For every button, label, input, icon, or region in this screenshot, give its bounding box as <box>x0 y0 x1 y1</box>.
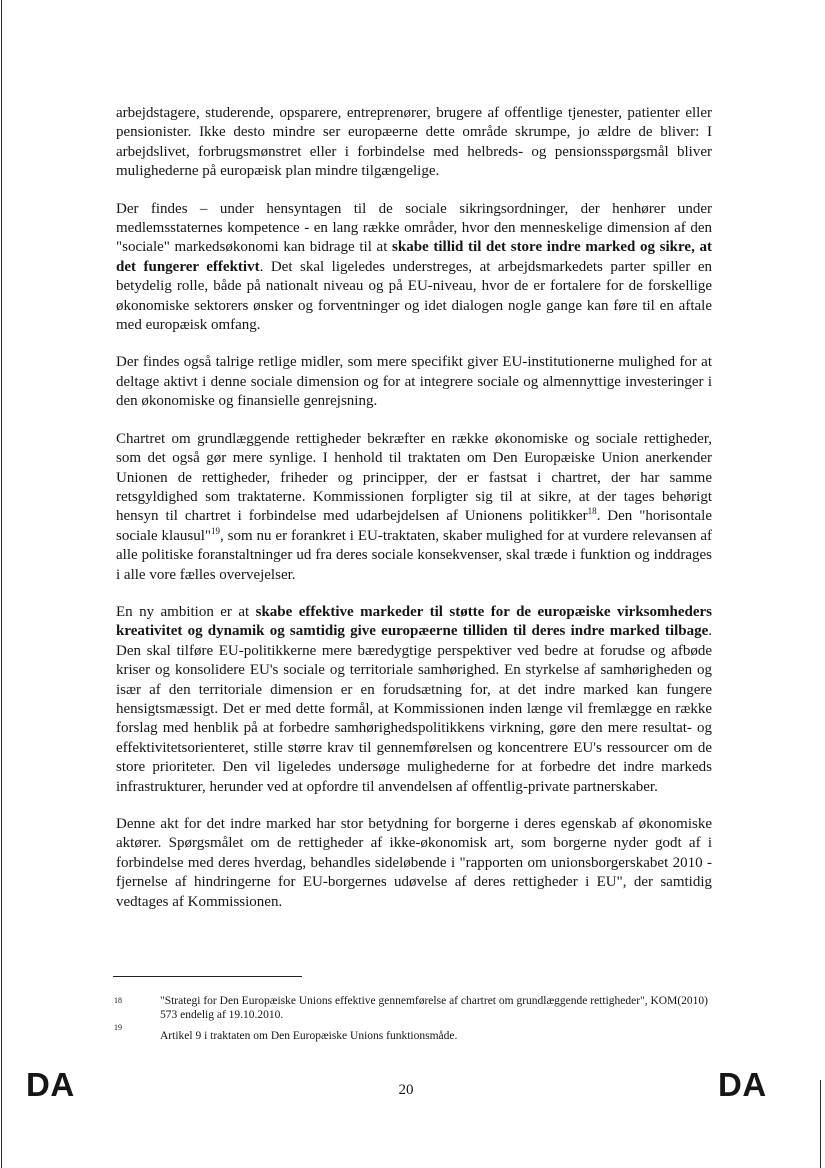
language-code-right: DA <box>718 1066 767 1103</box>
paragraph <box>116 603 712 797</box>
footnote-separator <box>113 976 302 977</box>
emphasis: skabe tillid til det store indre marked og sikre, at det fungerer effektivt <box>116 239 712 275</box>
page-number: 20 <box>398 1082 414 1098</box>
text-run: Chartret om grundlæggende rettigheder bekræfter en række økonomiske og sociale rettigheder, som det også gør mere synlige. I henhold til traktaten om Den Europæiske Union anerkender Unionen de rettigheder, friheder og principper, der er fastsat i chartret, der har samme retsgyldighed som traktaterne. Kommissionen forpligter sig til at sikre, at der tages behørigt hensyn til chartret i forbindelse med udarbejdelsen af Unionens politikker <box>116 430 712 525</box>
paragraph <box>116 815 712 912</box>
footnote-text: Artikel 9 i traktaten om Den Europæiske Unions funktionsmåde. <box>160 1030 458 1042</box>
footnote-text: "Strategi for Den Europæiske Unions effektive gennemførelse af chartret om grundlæggende rettigheder", KOM(2010) 573 endelig af 19.10.2010. <box>160 995 708 1021</box>
text-run: . Det skal ligeledes understreges, at arbejdsmarkedets parter spiller en betydelig rolle, både på nationalt niveau og på EU-niveau, hvor de er fortalere for de forskellige økonomiske sektorers ønsker og forventninger og idet dialogen nogle gange kan føre til en aftale med europæisk omfang. <box>116 258 713 334</box>
paragraph <box>116 104 712 182</box>
text-run: arbejdstagere, studerende, opsparere, entreprenører, brugere af offentlige tjenester, patienter eller pensionister. Ikke desto mindre ser europæerne dette område skrumpe, jo ældre de bliver: I arbejdslivet, forbrugsmønstret eller i forbindelse med helbreds- og pensionsspørgsmål bliver mulighederne på europæisk plan mindre tilgængelige. <box>116 105 712 180</box>
footnote-ref: 19 <box>211 525 220 536</box>
text-run: En ny ambition er at <box>116 603 256 620</box>
scan-edge-right <box>820 1080 821 1168</box>
text-run: Denne akt for det indre marked har stor betydning for borgerne i deres egenskab af økonomiske aktører. Spørgsmålet om de rettigheder af ikke-økonomisk art, som borgerne nyder godt af i forbindelse med deres hverdag, behandles sideløbende i "rapporten om unionsborgerskabet 2010 - fjernelse af hindringerne for EU-borgernes udøvelse af deres rettigheder i EU", der samtidig vedtages af Kommissionen. <box>116 816 712 910</box>
scan-edge-left <box>1 0 2 1168</box>
text-run: , som nu er forankret i EU-traktaten, skaber mulighed for at vurdere relevansen af alle politiske foranstaltninger ud fra deres sociale konsekvenser, skal træde i funktion og inddrages i alle vore fælles overvejelser. <box>116 527 713 583</box>
footnote-ref: 18 <box>587 506 597 517</box>
paragraph <box>116 430 712 585</box>
text-run: Der findes – under hensyntagen til de sociale sikringsordninger, der henhører under medlemsstaternes kompetence - en lang række områder, hvor den menneskelige dimension af den "sociale" markedsøkonomi kan bidrage til at <box>116 200 712 256</box>
paragraph <box>116 353 712 411</box>
body-text <box>116 104 712 930</box>
paragraph <box>116 200 712 336</box>
text-run: . Den "horisontale sociale klausul" <box>116 508 712 544</box>
footnote-number: 18 <box>114 996 122 1005</box>
text-run: Der findes også talrige retlige midler, som mere specifikt giver EU-institutionerne mulighed for at deltage aktivt i denne sociale dimension og for at integrere sociale og almennyttige investeringer i den økonomiske og finansielle genrejsning. <box>116 354 712 410</box>
text-run: . Den skal tilføre EU-politikkerne mere bæredygtige perspektiver ved bedre at forudse og afbøde kriser og konsolidere EU's sociale og territoriale samhørighed. En styrkelse af samhørigheden og især af den territoriale dimension er en forudsætning for, at det indre marked kan fungere hensigtsmæssigt. Det er med dette formål, at Kommissionen inden længe vil fremlægge en række forslag med henblik på at forbedre samhørighedspolitikkens virkning, gøre den mere resultat- og effektivitetsorienteret, stille større krav til gennemførelsen og koncentrere EU's ressourcer om de store prioriteter. Den vil ligeledes undersøge mulighederne for at forbedre det indre markeds infrastrukturer, herunder ved at opfordre til anvendelsen af offentlig-private partnerskaber. <box>116 623 712 795</box>
language-code-left: DA <box>26 1066 75 1103</box>
emphasis: skabe effektive markeder til støtte for de europæiske virksomheders kreativitet og dynamik og samtidig give europæerne tilliden til deres indre marked tilbage <box>116 603 712 640</box>
footnote-number: 19 <box>114 1023 122 1032</box>
